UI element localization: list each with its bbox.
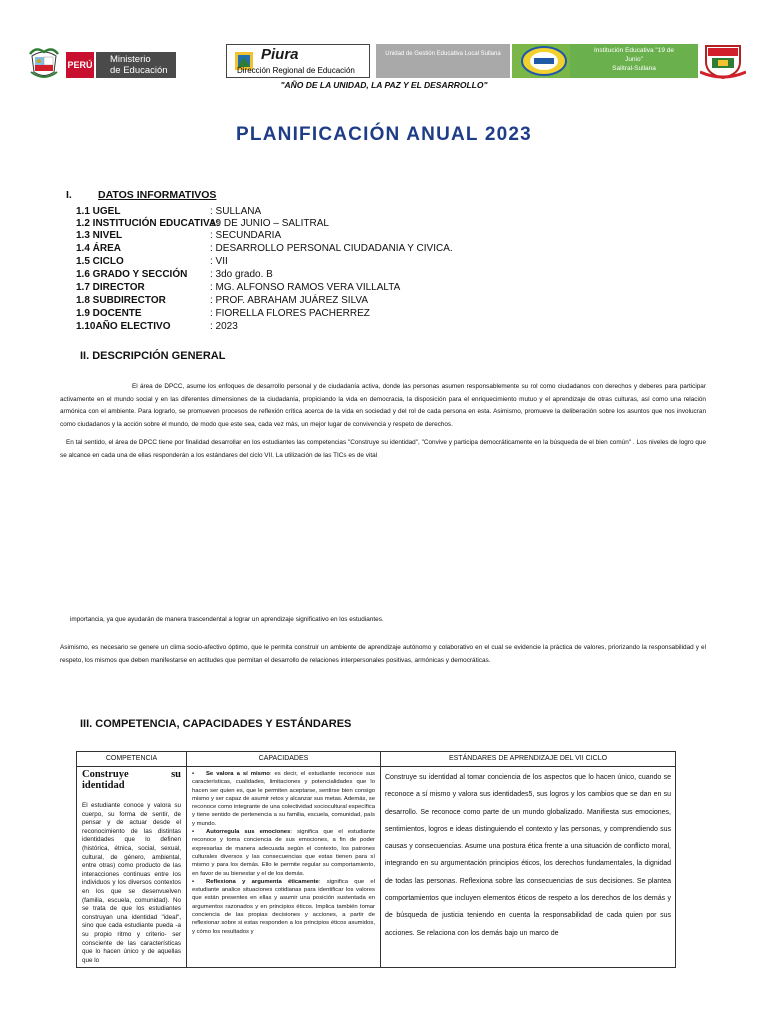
info-value: : SULLANA — [210, 206, 262, 217]
info-value: : 2023 — [210, 321, 238, 332]
info-value: : SECUNDARIA — [210, 230, 282, 241]
info-label: 1.7 DIRECTOR — [76, 282, 145, 293]
description-paragraph-3: importancia, ya que ayudarán de manera trascendental a lograr un aprendizaje significativo en los estudiantes. — [70, 616, 384, 623]
info-value: : FIORELLA FLORES PACHERREZ — [210, 308, 370, 319]
capacidad-item — [192, 878, 375, 936]
bullet-icon: • — [192, 829, 195, 836]
section-1-number: I. — [66, 189, 72, 201]
info-value: 19 DE JUNIO – SALITRAL — [210, 218, 329, 229]
capacidad-text: : es decir, el estudiante reconoce sus características, cualidades, limitaciones y potencialidades que lo hacen ser quien es, que le permiten aceptarse, sentirse bien consigo mismo y ser capaz de asumir retos y alcanzar sus metas. Además, se reconoce como integrante de una colectividad sociocultural específica y tiene sentido de pertenencia a su familia, escuela, comunidad, país y mundo. — [192, 771, 375, 827]
institution-line-3: Salitral-Sullana — [612, 65, 656, 72]
section-3-title: III. COMPETENCIA, CAPACIDADES Y ESTÁNDARES — [80, 718, 352, 730]
info-label: 1.3 NIVEL — [76, 230, 123, 241]
page-title: PLANIFICACIÓN ANUAL 2023 — [236, 124, 532, 145]
competencia-cell — [77, 767, 187, 968]
info-label: 1.4 ÁREA — [76, 243, 122, 254]
year-motto: "AÑO DE LA UNIDAD, LA PAZ Y EL DESARROLLO" — [280, 80, 488, 90]
info-label: 1.9 DOCENTE — [76, 308, 142, 319]
section-2-title: II. DESCRIPCIÓN GENERAL — [80, 350, 226, 362]
table-header-row — [77, 752, 676, 767]
info-label: 1.8 SUBDIRECTOR — [76, 295, 166, 306]
institution-banner — [570, 44, 698, 78]
ugel-banner: Unidad de Gestión Educativa Local Sullana — [376, 44, 510, 78]
capacidad-text: : significa que el estudiante reconoce y toma conciencia de sus emociones, a fin de poder expresarlas de manera adecuada según el contexto, los patrones culturales diversos y las consecuencias que estas tienen para sí mismo y para los demás. Ello le permite regular su comportamiento, en favor de su bienestar y el de los demás. — [192, 829, 375, 877]
info-label: 1.10AÑO ELECTIVO — [76, 321, 171, 332]
school-shield-icon — [700, 42, 746, 80]
ugel-logo — [512, 44, 576, 78]
header-competencia: COMPETENCIA — [77, 752, 187, 767]
estandar-cell: Construye su identidad al tomar conciencia de los aspectos que lo hacen único, cuando se reconoce a sí mismo y valora sus identidades5, sus logros y los cambios que se dan en su desarrollo. Se reconoce como parte de un mundo globalizado. Manifiesta sus emociones, sentimientos, logros e ideas distinguiendo el contexto y las personas, y comprendiendo sus causas y consecuencias. Asume una postura ética frente a una situación de conflicto moral, integrando en su argumentación principios éticos, los derechos fundamentales, la dignidad de todas las personas. Reflexiona sobre las consecuencias de sus decisiones. Se plantea comportamientos que incluyen elementos éticos de respeto a los derechos de los demás y de búsqueda de justicia teniendo en cuenta la responsabilidad de cada quien por sus acciones. Se relaciona con los demás bajo un marco de — [381, 767, 676, 968]
institution-line-2: Junio" — [625, 56, 643, 63]
institution-line-1: Institución Educativa "19 de — [594, 47, 674, 54]
description-paragraph-4: Asimismo, es necesario se genere un clima socio-afectivo óptimo, que le permita construir un ambiente de aprendizaje autónomo y colaborativo en el cual se evidencie la práctica de valores, priorizando la responsabilidad y el respeto, los mismos que deben manifestarse en actitudes que permitan el desarrollo de relaciones interpersonales positivas, armónicas y democráticas. — [60, 644, 706, 664]
header-estandares: ESTÁNDARES DE APRENDIZAJE DEL VII CICLO — [381, 752, 676, 767]
info-label: 1.6 GRADO Y SECCIÓN — [76, 269, 188, 280]
piura-direction-label: Dirección Regional de Educación — [237, 66, 355, 75]
ministry-line-1: Ministerio — [110, 54, 151, 65]
competencia-name-line-2: identidad — [82, 780, 125, 791]
info-value: : MG. ALFONSO RAMOS VERA VILLALTA — [210, 282, 401, 293]
ministry-line-2: de Educación — [110, 65, 168, 76]
info-value: : DESARROLLO PERSONAL CIUDADANIA Y CIVICA. — [210, 243, 453, 254]
info-label: 1.5 CICLO — [76, 256, 124, 267]
section-1-title: DATOS INFORMATIVOS — [98, 189, 217, 201]
ugel-emblem-icon — [512, 44, 576, 78]
info-value: : VII — [210, 256, 228, 267]
capacidad-title: Autorregula sus emociones — [206, 829, 291, 836]
competencia-name-line-1: Construye su — [82, 769, 181, 780]
info-value: : 3do grado. B — [210, 269, 273, 280]
description-paragraph-1: El área de DPCC, asume los enfoques de desarrollo personal y de ciudadanía activa, donde las personas asumen responsablemente su rol como ciudadanos con derechos y deberes para participar activamente en el mundo social y en las diferentes dimensiones de la ciudadanía, propiciando la vida en democracia, la disposición para el enriquecimiento mutuo y el aprendizaje de otras culturas, así como una relación armónica con el ambiente. Para lograrlo, se promueven procesos de reflexión crítica acerca de la vida en sociedad y del rol de cada persona en esta. Asimismo, promueve la deliberación sobre los asuntos que nos involucran como ciudadanos y la acción sobre el mundo, de modo que este sea, cada vez más, un mejor lugar de convivencia y respeto de derechos. — [60, 383, 706, 429]
capacidad-item — [192, 770, 375, 828]
header-capacidades: CAPACIDADES — [187, 752, 381, 767]
bullet-icon: • — [192, 771, 195, 777]
capacidades-cell — [187, 767, 381, 968]
capacidad-title: Reflexiona y argumenta éticamente — [206, 878, 319, 885]
piura-name: Piura — [261, 46, 299, 63]
info-value: : PROF. ABRAHAM JUÁREZ SILVA — [210, 295, 368, 306]
capacidad-item — [192, 828, 375, 878]
competence-table — [76, 751, 676, 968]
description-paragraph-2: En tal sentido, el área de DPCC tiene por finalidad desarrollar en los estudiantes las competencias "Construye su identidad", "Convive y participa democráticamente en la búsqueda de el bien común" . Los niveles de logro que se alcance en cada una de ellas responderán a los estándares del ciclo VII. La utilización de las TICs es de vital — [60, 439, 706, 459]
peru-coat-of-arms-icon — [28, 46, 60, 80]
peru-label: PERÚ — [66, 52, 94, 78]
bullet-icon: • — [192, 878, 195, 885]
capacidad-text: : significa que el estudiante analice situaciones cotidianas para identificar los valores que están presentes en ellas y asumir una posición sustentada en argumentos razonados y en principios éticos. Implica también tomar conciencia de las propias decisiones y acciones, a partir de reflexionar sobre si estas responden a los principios éticos asumidos, y cómo los resultados y — [192, 878, 375, 935]
info-label: 1.2 INSTITUCIÓN EDUCATIVA: — [76, 218, 220, 229]
ministry-logo-text — [96, 52, 176, 78]
capacidad-title: Se valora a sí mismo — [206, 771, 270, 777]
info-label: 1.1 UGEL — [76, 206, 121, 217]
competencia-description: El estudiante conoce y valora su cuerpo, su forma de sentir, de pensar y de actuar desde el reconocimiento de las distintas identidades que lo definen (histórica, étnica, social, sexual, cultural, de género, ambiental, entre otras) como producto de las interacciones continuas entre los individuos y los diversos contextos en los que se desenvuelven (familia, escuela, comunidad). No se trata de que los estudiantes construyan una identidad "ideal", sino que cada estudiante pueda -a su propio ritmo y criterio- ser consciente de las características que lo hacen único y de aquellas que lo — [82, 802, 181, 964]
piura-regional-logo — [226, 44, 370, 78]
table-row — [77, 767, 676, 968]
